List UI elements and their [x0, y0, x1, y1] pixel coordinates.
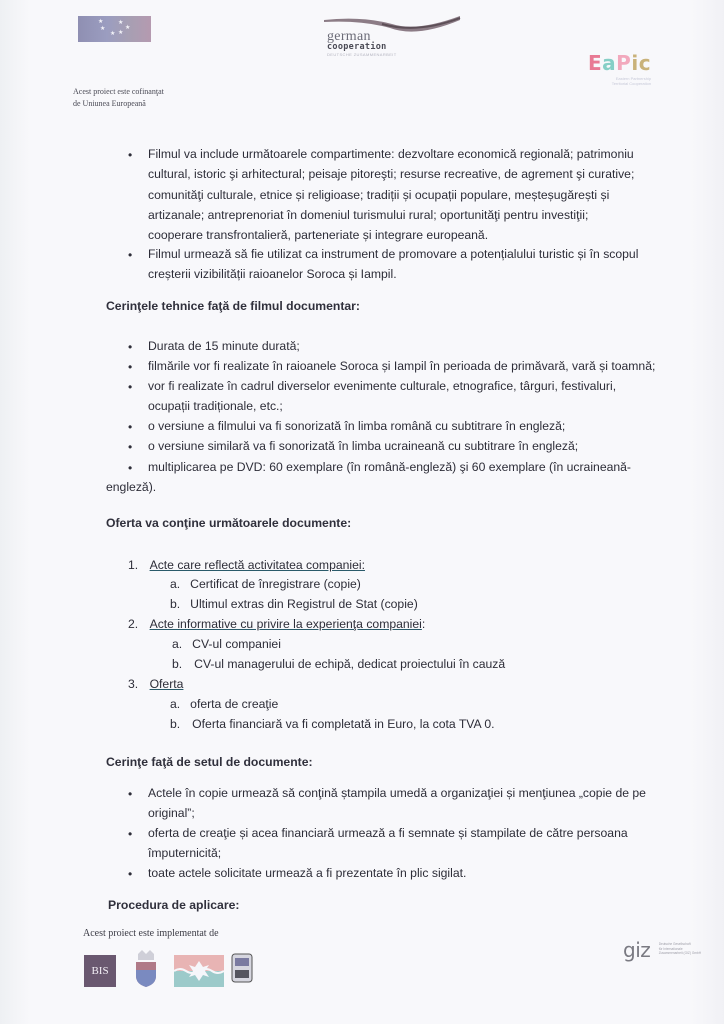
item-label: Acte care reflectă activitatea companiei: [149, 558, 365, 572]
eu-text-line: de Uniunea Europeană [73, 99, 146, 108]
section-heading: Cerinţe faţă de setul de documente: [106, 755, 313, 769]
text-line: artizanale; antreprenoriat în domeniul turismului rural; oportunităţi pentru investiţii; [148, 207, 589, 222]
sub-letter: a. [170, 577, 181, 591]
bullet-icon: • [128, 461, 133, 475]
giz-subtitle-line: Deutsche Gesellschaft [658, 942, 691, 946]
giz-subtitle [659, 942, 701, 956]
bullet-icon: • [128, 340, 133, 354]
sub-letter: a. [170, 697, 181, 711]
eapic-subtitle [588, 76, 651, 86]
german-cooperation-logo [327, 31, 397, 58]
eapic-logo [588, 52, 651, 86]
sub-item [172, 654, 505, 674]
giz-subtitle-line: Zusammenarbeit (GIZ) GmbH [658, 951, 702, 955]
section2-bullet: filmările vor fi realizate în raioanele Soroca și Iampil în perioada de primăvară, vară și toamnă; [148, 359, 656, 373]
bullet-icon: • [128, 867, 133, 881]
sub-item [170, 694, 278, 714]
section2-bullet [148, 376, 616, 417]
sub-letter: b. [172, 657, 183, 671]
sub-text: Ultimul extras din Registrul de Stat (copie) [190, 597, 418, 611]
section2-bullet: Durata de 15 minute durată; [148, 339, 300, 353]
district-emblem-icon [229, 950, 255, 986]
bis-logo-text: BIS [91, 965, 109, 977]
sub-item [170, 594, 418, 614]
section1-bullet [148, 244, 638, 285]
section-heading: Oferta va conţine următoarele documente: [106, 516, 352, 530]
gc-subtitle: DEUTSCHE ZUSAMMENARBEIT [327, 52, 397, 57]
text-line: Filmul va include următoarele compartimente: dezvoltare economică regională; patrimoniu [148, 147, 634, 161]
text-line: vor fi realizate în cadrul diverselor evenimente culturale, etnografice, târguri, festivaluri, [148, 379, 617, 393]
text-line: original”; [148, 806, 195, 821]
sub-letter: b. [170, 717, 181, 731]
text-line: comunităţi culturale, etnice și religioase; tradiții și ocupații populare, meșteșugărești și [148, 187, 610, 202]
bis-logo [84, 955, 116, 987]
section2-bullet-cont: engleză). [106, 480, 157, 494]
sub-item [170, 574, 361, 594]
section2-bullet: o versiune similară va fi sonorizată în limba ucraineană cu subtitrare în engleză; [148, 439, 579, 453]
section4-bullet [148, 823, 628, 864]
bullet-icon: • [128, 787, 133, 801]
implemented-by-text: Acest proiect este implementat de [83, 928, 219, 939]
bullet-icon: • [128, 360, 133, 374]
bullet-icon: • [128, 248, 133, 262]
sub-letter: b. [170, 597, 181, 611]
text-line: Actele în copie urmează să conţină ștampila umedă a organizaţiei și menţiunea „copie de pe [148, 786, 646, 800]
item-number: 3. [128, 677, 139, 691]
eapic-subtitle-line: Eastern Partnership [615, 76, 652, 81]
item-suffix: : [421, 617, 426, 631]
item-label: Oferta [149, 677, 184, 691]
text-line: creșterii vizibilității raioanelor Soroca și Iampil. [148, 267, 397, 282]
giz-word: giz [623, 938, 651, 962]
eu-text-line: Acest proiect este cofinanţat [73, 87, 164, 96]
iampil-flag-icon [174, 951, 224, 987]
section2-bullet: multiplicarea pe DVD: 60 exemplare (în română-engleză) şi 60 exemplare (în ucraineană- [148, 460, 631, 474]
item-number: 1. [128, 558, 139, 572]
numbered-item [128, 614, 425, 634]
numbered-item [128, 555, 365, 575]
text-line: Filmul urmează să fie utilizat ca instrument de promovare a potențialului turistic și în scopul [148, 247, 639, 261]
gc-cooperation: cooperation [327, 42, 387, 52]
item-label: Acte informative cu privire la experienţa companiei [149, 617, 422, 631]
eapic-subtitle-line: Territorial Cooperation [611, 81, 652, 86]
item-number: 2. [128, 617, 139, 631]
sub-letter: a. [172, 637, 183, 651]
text-line: oferta de creaţie și acea financiară urmează a fi semnate și stampilate de către persoana [148, 826, 628, 840]
sub-item [172, 634, 281, 654]
numbered-item [128, 674, 187, 694]
bullet-icon: • [128, 827, 133, 841]
soroca-coat-of-arms-icon [134, 950, 158, 988]
section4-bullet: toate actele solicitate urmează a fi prezentate în plic sigilat. [148, 866, 467, 880]
sub-text: CV-ul managerului de echipă, dedicat proiectului în cauză [194, 657, 506, 671]
sub-text: oferta de creaţie [190, 697, 279, 711]
sub-item [170, 714, 495, 734]
bullet-icon: • [128, 420, 133, 434]
text-line: împuternicită; [148, 846, 222, 861]
eapic-word: EaPic [588, 51, 652, 75]
giz-subtitle-line: für Internationale [658, 946, 683, 951]
bullet-icon: • [128, 440, 133, 454]
section4-bullet [148, 783, 646, 824]
eu-flag-logo: ★ ★ ★ ★ ★ ★ [78, 16, 151, 42]
section-heading: Cerinţele tehnice faţă de filmul documentar: [106, 299, 360, 313]
text-line: cooperare transfrontalieră, parteneriate și integrare europeană. [148, 228, 489, 243]
bullet-icon: • [128, 380, 133, 394]
text-line: cultural, istoric şi arhitectural; peisaje pitoreşti; resurse recreative, de agrement şi curative; [148, 167, 635, 182]
gc-german: german [327, 29, 371, 44]
section1-bullet [148, 144, 634, 245]
section-heading: Procedura de aplicare: [108, 898, 240, 912]
eu-cofinancing-text [73, 86, 164, 110]
text-line: ocupații tradiționale, etc.; [148, 399, 283, 414]
section2-bullet: o versiune a filmului va fi sonorizată în limba română cu subtitrare în engleză; [148, 419, 566, 433]
giz-logo [623, 940, 701, 960]
bullet-icon: • [128, 148, 133, 162]
sub-text: Certificat de înregistrare (copie) [190, 577, 361, 591]
sub-text: Oferta financiară va fi completată in Euro, la cota TVA 0. [192, 717, 495, 731]
sub-text: CV-ul companiei [192, 637, 281, 651]
